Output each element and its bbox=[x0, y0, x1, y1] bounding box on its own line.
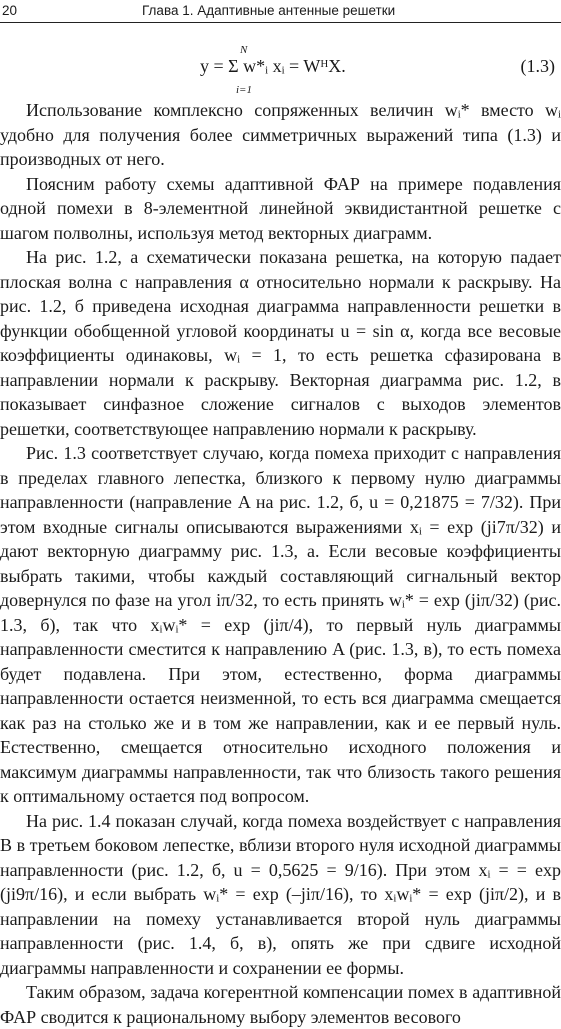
running-header bbox=[0, 0, 561, 24]
body-text bbox=[0, 98, 561, 1029]
header-divider bbox=[0, 22, 561, 23]
paragraph: Рис. 1.3 соответствует случаю, когда помеха приходит с направления в пределах главного лепестка, близкого к первому нулю диаграммы направленности (направление A на рис. 1.2, б, u = 0,21875 = 7/32). При этом входные сигналы описываются выражениями xᵢ = exp (ji7π/32) и дают векторную диаграмму рис. 1.3, а. Если весовые коэффициенты выбрать такими, чтобы каждый составляющий сигнальный вектор довернулся по фазе на угол iπ/32, то есть принять wᵢ* = exp (jiπ/32) (рис. 1.3, б), так что xᵢwᵢ* = exp (jiπ/4), то первый нуль диаграммы направленности сместится к направлению A (рис. 1.3, в), то есть помеха будет подавлена. При этом, естественно, форма диаграммы направленности остается неизменной, то есть вся диаграмма смещается как раз на столько же и в том же направлении, как и ее первый нуль. Естественно, смещается относительно исходного положения и максимум диаграммы направленности, так что близость такого решения к оптимальному остается под вопросом. bbox=[0, 443, 561, 806]
paragraph: Таким образом, задача когерентной компенсации помех в адаптивной ФАР сводится к рациональному выбору элементов весового bbox=[0, 982, 561, 1027]
chapter-title: Глава 1. Адаптивные антенные решетки bbox=[142, 3, 396, 18]
paragraph: Использование комплексно сопряженных величин wᵢ* вместо wᵢ удобно для получения более симметричных выражений типа (1.3) и производных от него. bbox=[0, 100, 561, 169]
sum-lower-limit: i=1 bbox=[236, 84, 252, 96]
paragraph: Поясним работу схемы адаптивной ФАР на примере подавления одной помехи в 8-элементной линейной эквидистантной решетке с шагом полволны, используя метод векторных диаграмм. bbox=[0, 173, 561, 243]
paragraph: На рис. 1.2, а схематически показана решетка, на которую падает плоская волна с направления α относительно нормали к раскрыву. На рис. 1.2, б приведена исходная диаграмма направленности решетки в функции обобщенной угловой координаты u = sin α, когда все весовые коэффициенты одинаковы, wᵢ = 1, то есть решетка сфазирована в направлении нормали к раскрыву. Векторная диаграмма рис. 1.2, в показывает синфазное сложение сигналов с выходов элементов решетки, соответствующее направлению нормали к раскрыву. bbox=[0, 247, 561, 439]
equation: y = Σ w*ᵢ xᵢ = WᴴX. bbox=[200, 56, 346, 76]
equation-block bbox=[0, 44, 561, 100]
page-number: 20 bbox=[2, 3, 18, 18]
equation-number: (1.3) bbox=[520, 56, 555, 76]
sum-upper-limit: N bbox=[240, 44, 248, 56]
paragraph: На рис. 1.4 показан случай, когда помеха воздействует с направления B в третьем боковом лепестке, вблизи второго нуля исходной диаграммы направленности (рис. 1.2, б, u = 0,5625 = 9/16). При этом xᵢ = = exp (ji9π/16), и если выбрать wᵢ* = exp (–jiπ/16), то xᵢwᵢ* = exp (jiπ/2), и в направлении на помеху устанавливается второй нуль диаграммы направленности (рис. 1.4, б, в), опять же при сдвиге исходной диаграммы направленности и сохранении ее формы. bbox=[0, 810, 561, 978]
